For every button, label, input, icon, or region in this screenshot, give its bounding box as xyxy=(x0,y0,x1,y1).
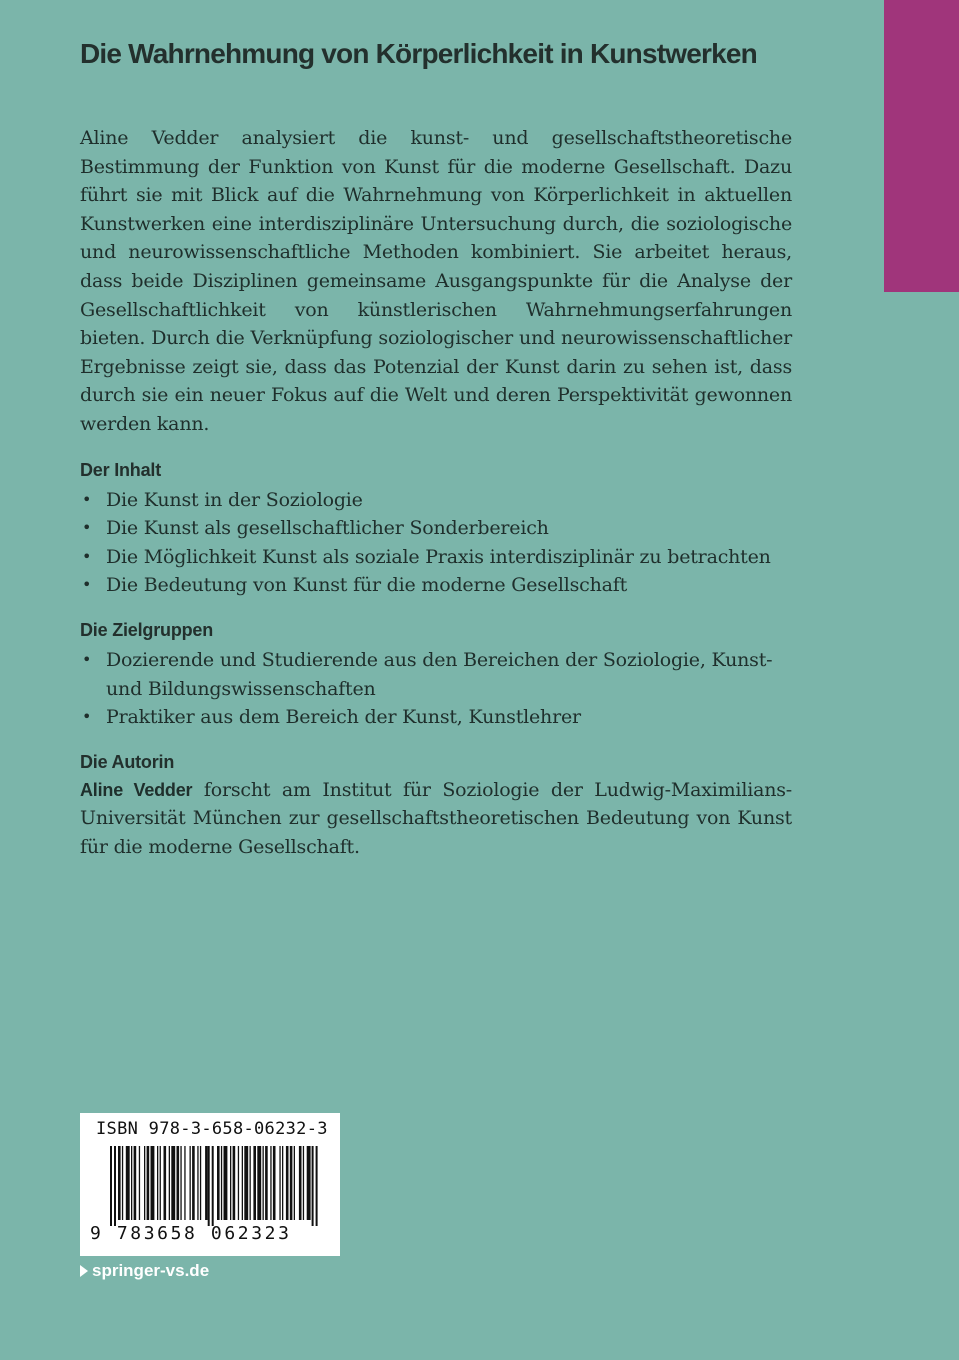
arrow-right-icon xyxy=(80,1265,88,1277)
inhalt-list xyxy=(80,486,792,600)
autorin-heading: Die Autorin xyxy=(80,751,175,772)
list-item: • Die Möglichkeit Kunst als soziale Praxis interdisziplinär zu betrachten xyxy=(80,543,792,572)
publisher-link[interactable] xyxy=(80,1261,209,1281)
bullet-icon: • xyxy=(82,649,92,669)
list-item: • Die Kunst als gesellschaftlicher Sonderbereich xyxy=(80,514,792,543)
author-bio-text: forscht am Institut für Soziologie der Ludwig-Maximilians-Universität München zur gesellschaftstheoretischen Bedeutung von Kunst für die moderne Gesellschaft. xyxy=(80,778,793,858)
list-item: • Die Kunst in der Soziologie xyxy=(80,486,792,515)
author-name: Aline Vedder xyxy=(80,779,193,800)
inhalt-heading: Der Inhalt xyxy=(80,459,162,480)
barcode-digits: 9 783658 062323 xyxy=(90,1223,292,1244)
bullet-icon: • xyxy=(82,518,92,538)
bullet-icon: • xyxy=(82,546,92,566)
list-item: • Die Bedeutung von Kunst für die moderne Gesellschaft xyxy=(80,571,792,600)
author-bio xyxy=(80,776,792,862)
isbn-barcode xyxy=(80,1113,340,1256)
accent-bar xyxy=(884,0,959,292)
zielgruppen-heading: Die Zielgruppen xyxy=(80,619,214,640)
back-cover-content xyxy=(80,124,792,861)
zielgruppen-list xyxy=(80,646,792,732)
list-item: • Praktiker aus dem Bereich der Kunst, Kunstlehrer xyxy=(80,703,792,732)
bullet-icon: • xyxy=(82,575,92,595)
publisher-url: springer-vs.de xyxy=(92,1261,210,1280)
bullet-icon: • xyxy=(82,707,92,727)
intro-paragraph: Aline Vedder analysiert die kunst- und gesellschaftstheoretische Bestimmung der Funktion von Kunst für die moderne Gesellschaft. Dazu führt sie mit Blick auf die Wahrnehmung von Körperlichkeit in aktuellen Kunstwerken eine interdisziplinäre Untersuchung durch, die soziologische und neurowissenschaftliche Methoden kombiniert. Sie arbeitet heraus, dass beide Disziplinen gemeinsame Ausgangspunkte für die Analyse der Gesellschaftlichkeit von künstlerischen Wahrnehmungserfahrungen bieten. Durch die Verknüpfung soziologischer und neurowissenschaftlicher Ergebnisse zeigt sie, dass das Potenzial der Kunst darin zu sehen ist, dass durch sie ein neuer Fokus auf die Welt und deren Perspektivität gewonnen werden kann. xyxy=(80,127,792,435)
isbn-label: ISBN 978-3-658-06232-3 xyxy=(96,1119,328,1139)
book-title: Die Wahrnehmung von Körperlichkeit in Kunstwerken xyxy=(80,38,757,69)
bullet-icon: • xyxy=(82,489,92,509)
list-item: • Dozierende und Studierende aus den Bereichen der Soziologie, Kunst- und Bildungswissenschaften xyxy=(80,646,792,703)
